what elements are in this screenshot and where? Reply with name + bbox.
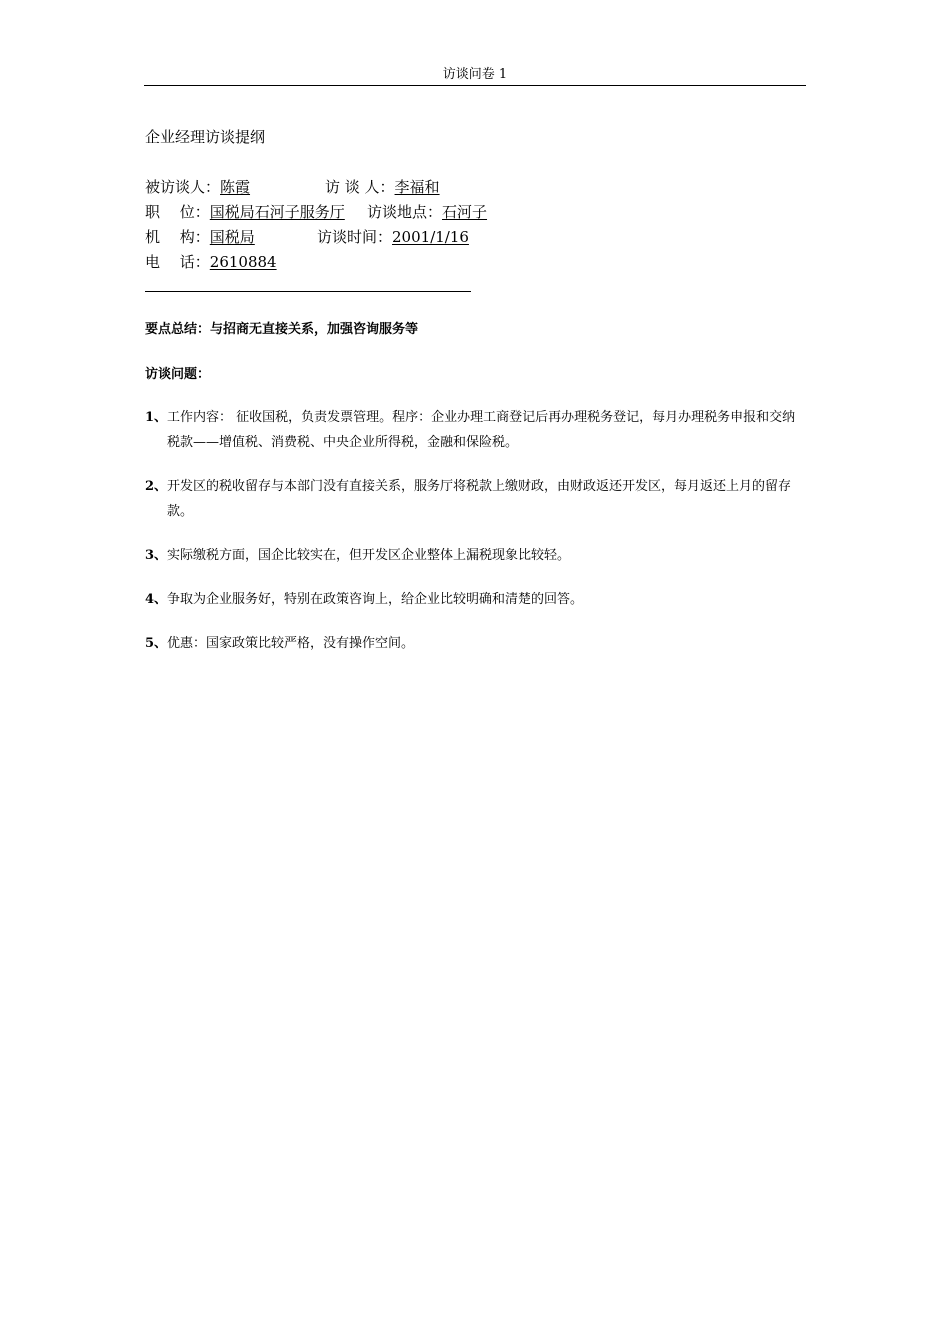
info-row-phone (145, 252, 277, 272)
time-value: 2001/1/16 (392, 228, 469, 246)
time-field (317, 227, 469, 247)
questions-heading: 访谈问题： (145, 367, 211, 382)
interviewer-value: 李福和 (394, 178, 440, 196)
phone-value: 2610884 (209, 253, 277, 271)
question-number: 1、 (145, 410, 168, 425)
time-label: 访谈时间： (317, 228, 393, 246)
question-item-2 (145, 474, 807, 524)
question-text: 开发区的税收留存与本部门没有直接关系，服务厅将税款上缴财政，由财政返还开发区，每月返还上月的留存款。 (167, 479, 792, 519)
page-header: 访谈问卷 1 (442, 67, 508, 82)
question-item-5 (145, 631, 807, 656)
position-label: 职 位： (145, 203, 210, 221)
location-label: 访谈地点： (367, 203, 443, 221)
question-number: 2、 (145, 479, 168, 494)
org-label: 机 构： (145, 228, 210, 246)
interviewee-label: 被访谈人： (145, 178, 221, 196)
position-value: 国税局石河子服务厅 (209, 203, 345, 221)
info-row-org (145, 227, 469, 247)
question-number: 3、 (145, 548, 168, 563)
info-row-position (145, 202, 488, 222)
question-text: 工作内容： 征收国税，负责发票管理。程序：企业办理工商登记后再办理税务登记，每月办理税务申报和交纳税款——增值税、消费税、中央企业所得税，金融和保险税。 (167, 410, 796, 450)
question-text: 优惠：国家政策比较严格，没有操作空间。 (167, 636, 415, 651)
interviewer-label: 访 谈 人： (325, 178, 395, 196)
summary-line: 要点总结：与招商无直接关系，加强咨询服务等 (145, 322, 419, 337)
header-rule (144, 85, 806, 86)
question-text: 实际缴税方面，国企比较实在，但开发区企业整体上漏税现象比较轻。 (167, 548, 571, 563)
question-number: 4、 (145, 592, 168, 607)
info-separator (145, 291, 471, 292)
location-field (367, 202, 487, 222)
info-row-interviewee (145, 177, 440, 197)
question-item-3 (145, 543, 807, 568)
question-item-4 (145, 587, 807, 612)
interviewer-field (325, 177, 440, 197)
document-title: 企业经理访谈提纲 (145, 128, 266, 146)
question-number: 5、 (145, 636, 168, 651)
interviewee-value: 陈霞 (220, 178, 251, 196)
org-value: 国税局 (209, 228, 255, 246)
question-item-1 (145, 405, 807, 455)
location-value: 石河子 (442, 203, 488, 221)
phone-label: 电 话： (145, 253, 210, 271)
question-text: 争取为企业服务好，特别在政策咨询上，给企业比较明确和清楚的回答。 (167, 592, 584, 607)
